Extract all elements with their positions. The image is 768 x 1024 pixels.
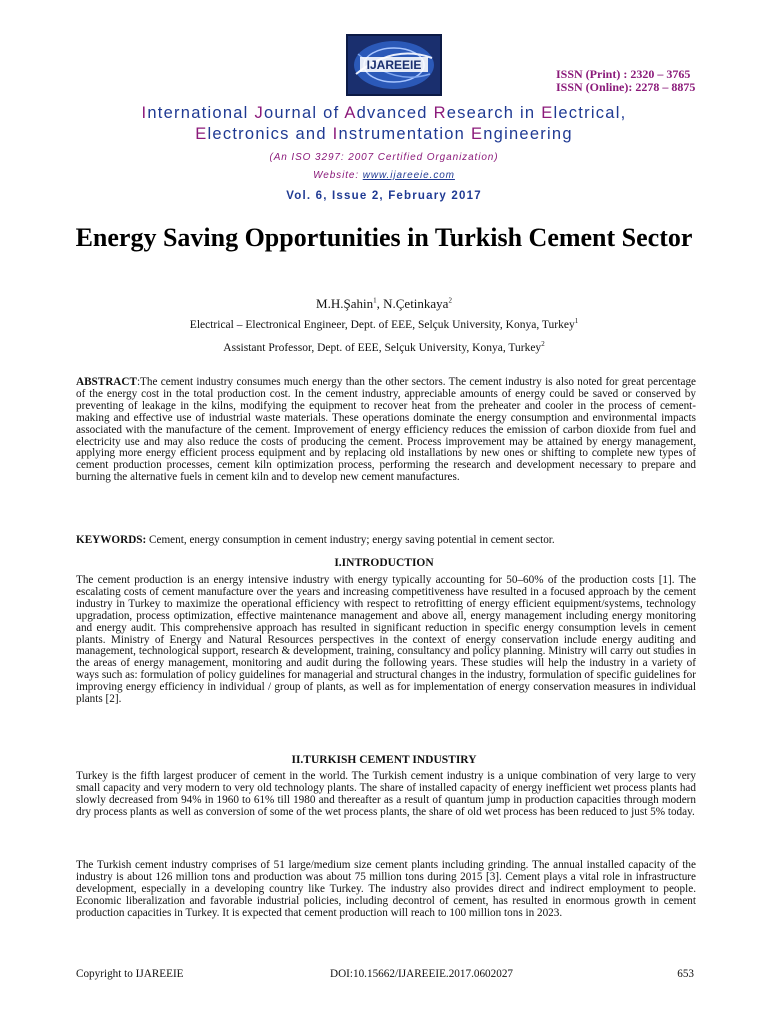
logo-text: IJAREEIE bbox=[366, 58, 422, 72]
journal-title-part: lectrical, bbox=[553, 104, 627, 122]
section-heading-introduction: I.INTRODUCTION bbox=[334, 557, 434, 569]
website-link[interactable]: www.ijareeie.com bbox=[362, 170, 455, 181]
affiliation-1 bbox=[0, 319, 768, 331]
issn-print: ISSN (Print) : 2320 – 3765 bbox=[556, 67, 691, 81]
journal-title-part: esearch in bbox=[446, 104, 542, 122]
section-heading-turkish-cement: II.TURKISH CEMENT INDUSTIRY bbox=[291, 754, 477, 766]
author-1-sup: 1 bbox=[373, 296, 377, 305]
journal-title-capital: E bbox=[195, 125, 208, 143]
issn-block bbox=[556, 68, 736, 94]
author-2-sup: 2 bbox=[448, 296, 452, 305]
volume-issue: Vol. 6, Issue 2, February 2017 bbox=[286, 190, 482, 202]
author-separator: , bbox=[376, 296, 384, 311]
journal-title-part: ournal of bbox=[263, 104, 345, 122]
authors bbox=[0, 296, 768, 312]
journal-title-part: nstrumentation bbox=[338, 125, 471, 143]
journal-title-capital: R bbox=[433, 104, 447, 122]
affiliation-1-text: Electrical – Electronical Engineer, Dept. of EEE, Selçuk University, Konya, Turkey bbox=[189, 319, 575, 331]
affiliation-2 bbox=[0, 342, 768, 354]
introduction-text: The cement production is an energy intensive industry with energy typically accounting for 50–60% of the production costs [1]. The escalating costs of cement manufacture over the years and increasing competitiveness have resulted in a focused approach by the cement industry in Turkey to maximize the operational efficiency with respect to retrofitting of energy efficient equipment/systems, technology upgradation, process optimization, effective maintenance management and above all, energy management including energy monitoring and energy audit. This comprehensive approach has resulted in significant reduction in specific energy consumption levels in cement plants. Ministry of Energy and Natural Resources perspectives in the context of energy conservation include energy auditing and management, technological support, research & development, training, consultancy and policy planning. Ministry will carry out studies in the areas of energy management, monitoring and audit during the following years. These studies will help the industry in a variety of ways such as: formulation of policy guidelines for managerial and structural changes in the industry, formulation of specific guidelines for improving energy efficiency in individual / group of plants, as well as for implementation of energy conservation measures in individual plants [2]. bbox=[76, 574, 696, 706]
journal-title-capital: E bbox=[470, 125, 484, 143]
journal-title-capital: E bbox=[541, 104, 554, 122]
journal-title-capital: I bbox=[141, 104, 148, 122]
journal-title-capital: A bbox=[344, 104, 357, 122]
journal-title-part: nternational bbox=[147, 104, 255, 122]
journal-title-part: dvanced bbox=[356, 104, 434, 122]
journal-title bbox=[60, 103, 708, 145]
abstract-text: :The cement industry consumes much energy than the other sectors. The cement industry is also noted for great percentage of the energy cost in the total production cost. In the cement industry, appreciable amounts of energy could be saved or conserved by preventing of leakage in the kilns, modifying the equipment to recover heat from the preheater and cooler in the process of cement-making and effective use of industrial waste materials. These operations dominate the energy consumption and environmental impacts associated with the manufacture of the cement. Improvement of energy efficiency reduces the emission of carbon dioxide from fuel and electricity use and may also reduce the costs of producing the cement. Process improvement may be attained by energy management, applying more energy efficient process equipment and by replacing old installations by new ones or shifting to complete new types of cement production processes, cement kiln optimization process, performing the research and development necessary to prepare and burning the alternative fuels in cement kiln and to develop new cement manufactures. bbox=[76, 376, 696, 484]
journal-title-capital: J bbox=[254, 104, 264, 122]
author-1: M.H.Şahin bbox=[316, 296, 374, 311]
section2-paragraph-2: The Turkish cement industry comprises of 51 large/medium size cement plants including grinding. The annual installed capacity of the industry is about 126 million tons and production was about 75 million tons during 2015 [3]. Cement plays a vital role in infrastructure development, especially in a developing country like Turkey. The industry also provides direct and indirect employment to people. Economic liberalization and favorable industrial policies, including decontrol of cement, has resulted in enormous growth in cement production capacities in Turkey. It is expected that cement production will reach to 100 million tons in 2023. bbox=[76, 859, 696, 919]
issn-online: ISSN (Online): 2278 – 8875 bbox=[556, 80, 696, 94]
website-line bbox=[0, 170, 768, 181]
journal-logo bbox=[346, 34, 442, 96]
keywords bbox=[76, 535, 696, 547]
paper-title: Energy Saving Opportunities in Turkish Cement Sector bbox=[75, 223, 693, 252]
website-label: Website: bbox=[313, 170, 363, 181]
keywords-text: Cement, energy consumption in cement industry; energy saving potential in cement sector. bbox=[146, 534, 555, 546]
keywords-label: KEYWORDS: bbox=[76, 534, 147, 546]
author-2: N.Çetinkaya bbox=[383, 296, 449, 311]
journal-title-part: lectronics and bbox=[207, 125, 333, 143]
journal-title-capital: I bbox=[332, 125, 339, 143]
footer-copyright: Copyright to IJAREEIE bbox=[76, 968, 184, 980]
journal-title-part: ngineering bbox=[483, 125, 573, 143]
footer-doi: DOI:10.15662/IJAREEIE.2017.0602027 bbox=[330, 968, 514, 980]
affiliation-1-sup: 1 bbox=[574, 317, 579, 326]
abstract bbox=[76, 377, 696, 484]
certification-note: (An ISO 3297: 2007 Certified Organization) bbox=[269, 152, 499, 163]
footer-page-number: 653 bbox=[677, 968, 694, 980]
section2-paragraph-1: Turkey is the fifth largest producer of cement in the world. The Turkish cement industry is a unique combination of very large to very small capacity and very modern to very old technology plants. The share of installed capacity of energy inefficient wet process plants had slowly decreased from 94% in 1960 to 61% till 1980 and thereafter as a result of quantum jump in production capacities through modern dry process plants as well as conversion of some of the wet process plants, the share of old wet process has been reduced to just 5% today. bbox=[76, 770, 696, 818]
affiliation-2-text: Assistant Professor, Dept. of EEE, Selçuk University, Konya, Turkey bbox=[223, 342, 542, 354]
abstract-label: ABSTRACT bbox=[76, 376, 137, 388]
affiliation-2-sup: 2 bbox=[541, 340, 545, 349]
